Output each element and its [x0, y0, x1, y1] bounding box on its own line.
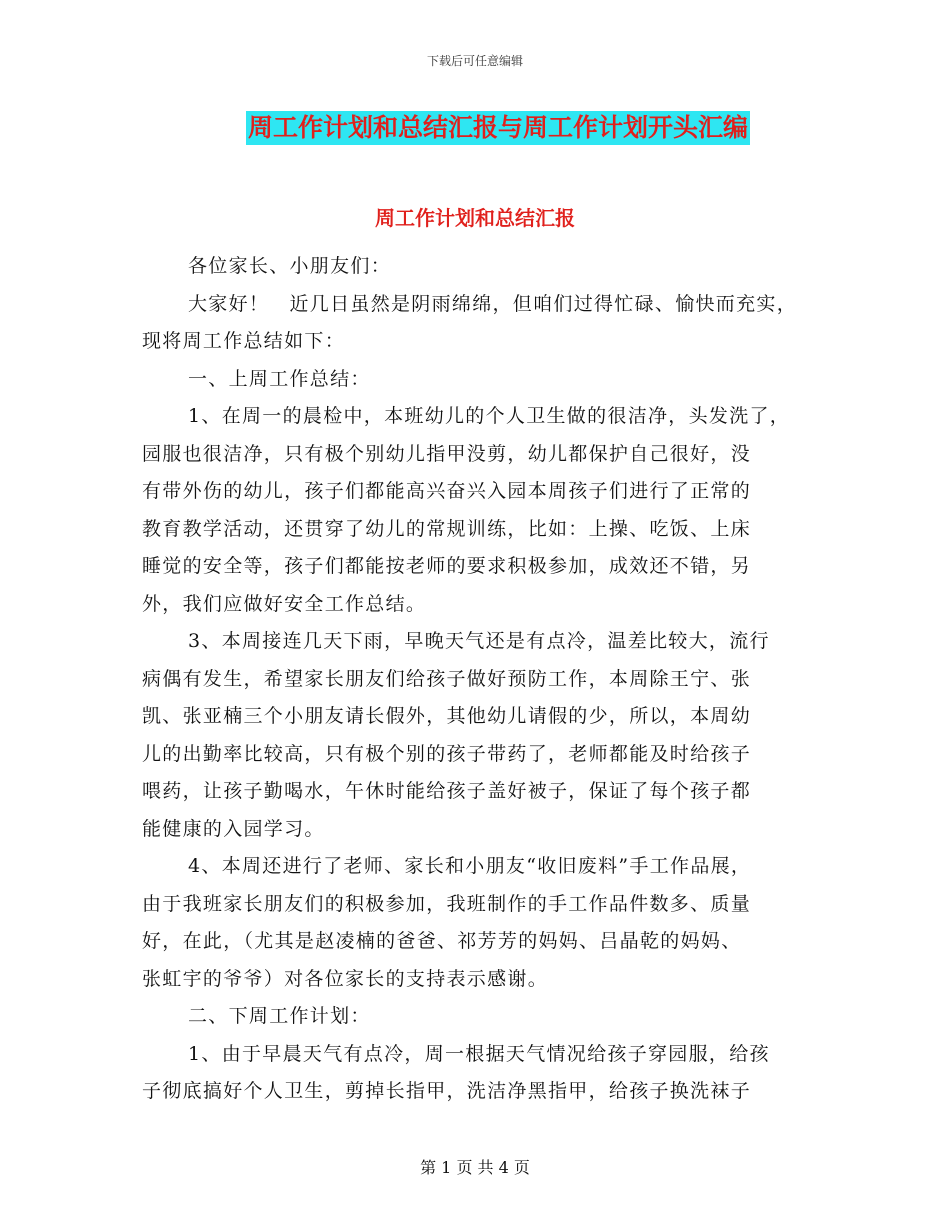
section-title: 周工作计划和总结汇报 — [375, 206, 575, 230]
paragraph-line: 1、在周一的晨检中，本班幼儿的个人卫生做的很洁净，头发洗了， — [188, 405, 791, 427]
paragraph-line: 外，我们应做好安全工作总结。 — [142, 592, 427, 615]
paragraph-line: 二、下周工作计划： — [188, 1005, 371, 1027]
paragraph-line: 能健康的入园学习。 — [142, 817, 325, 840]
paragraph-line: 好，在此，（尤其是赵凌楠的爸爸、祁芳芳的妈妈、吕晶乾的妈妈、 — [142, 930, 742, 952]
paragraph-line: 由于我班家长朋友们的积极参加，我班制作的手工作品件数多、质量 — [142, 892, 752, 915]
paragraph-line: 一、上周工作总结： — [188, 367, 371, 390]
paragraph-line: 喂药，让孩子勤喝水，午休时能给孩子盖好被子，保证了每个孩子都 — [142, 780, 752, 802]
paragraph-line: 凯、张亚楠三个小朋友请长假外，其他幼儿请假的少，所以，本周幼 — [142, 705, 752, 727]
paragraph-line: 儿的出勤率比较高，只有极个别的孩子带药了，老师都能及时给孩子 — [142, 742, 752, 765]
paragraph-line: 有带外伤的幼儿，孩子们都能高兴奋兴入园本周孩子们进行了正常的 — [142, 480, 752, 502]
paragraph-line: 大家好！ 近几日虽然是阴雨绵绵，但咱们过得忙碌、愉快而充实， — [188, 292, 798, 315]
paragraph-line: 园服也很洁净，只有极个别幼儿指甲没剪，幼儿都保护自己很好，没 — [142, 442, 752, 465]
paragraph-line: 子彻底搞好个人卫生，剪掉长指甲，洗洁净黑指甲，给孩子换洗袜子 — [142, 1080, 752, 1102]
page-header-note: 下载后可任意编辑 — [426, 54, 523, 68]
paragraph-line: 睡觉的安全等，孩子们都能按老师的要求积极参加，成效还不错，另 — [142, 555, 752, 577]
paragraph-line: 1、由于早晨天气有点冷，周一根据天气情况给孩子穿园服，给孩 — [188, 1042, 770, 1065]
paragraph-line: 病偶有发生，希望家长朋友们给孩子做好预防工作，本周除王宁、张 — [142, 667, 752, 690]
paragraph-line: 张虹宇的爷爷）对各位家长的支持表示感谢。 — [142, 967, 549, 990]
main-title-container — [0, 111, 950, 145]
paragraph-line: 各位家长、小朋友们： — [188, 255, 392, 277]
paragraph-line: 现将周工作总结如下： — [142, 330, 346, 352]
page-number: 第 1 页 共 4 页 — [420, 1158, 530, 1177]
main-title: 周工作计划和总结汇报与周工作计划开头汇编 — [246, 111, 750, 145]
paragraph-line: 4、本周还进行了老师、家长和小朋友“收旧废料”手工作品展， — [188, 855, 752, 877]
paragraph-line: 教育教学活动，还贯穿了幼儿的常规训练，比如：上操、吃饭、上床 — [142, 517, 752, 540]
body-text — [142, 248, 822, 1111]
paragraph-line: 3、本周接连几天下雨，早晚天气还是有点冷，温差比较大，流行 — [188, 630, 770, 652]
